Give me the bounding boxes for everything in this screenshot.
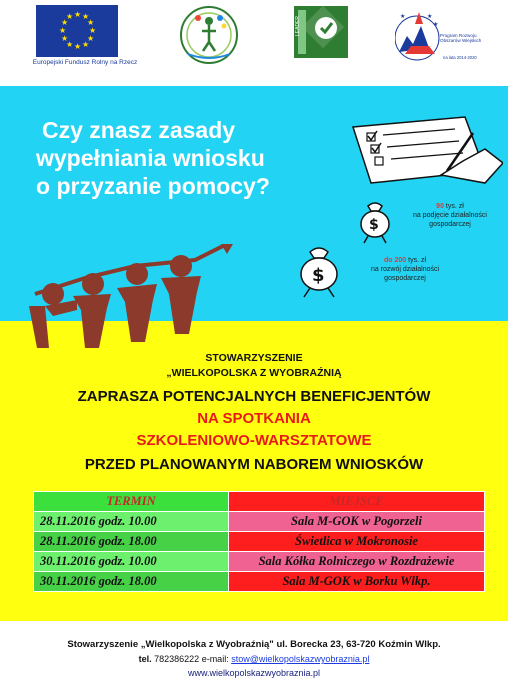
column-header-term: TERMIN	[34, 492, 229, 512]
invitation-line-4: PRZED PLANOWANYM NABOREM WNIOSKÓW	[84, 456, 424, 473]
column-header-place: MIEJSCE	[229, 492, 485, 512]
svg-text:★: ★	[59, 26, 67, 35]
headline-line-2: wypełniania wniosku	[36, 145, 265, 171]
footer-address: Stowarzyszenie „Wielkopolska z Wyobraźnią" ul. Borecka 23, 63-720 Koźmin Wlkp.	[67, 639, 441, 650]
place-cell: Sala M-GOK w Borku Wlkp.	[229, 572, 485, 592]
leader-logo	[294, 6, 348, 58]
table-row	[34, 572, 485, 592]
org-name-line-2: „WIELKOPOLSKA Z WYOBRAŹNIĄ	[166, 367, 342, 379]
money-bag-icon	[292, 240, 346, 303]
term-cell: 28.11.2016 godz. 18.00	[34, 532, 229, 552]
website-link[interactable]: www.wielkopolskazwyobraznia.pl	[187, 668, 321, 678]
table-row	[34, 552, 485, 572]
svg-text:★: ★	[427, 13, 433, 20]
prow-years: na lata 2014-2020	[443, 55, 477, 60]
svg-text:★: ★	[74, 10, 82, 19]
term-cell: 28.11.2016 godz. 10.00	[34, 512, 229, 532]
amount-1-unit: tys. zł	[445, 203, 464, 210]
amount-2-value: do 200	[383, 257, 407, 264]
headline-line-1: Czy znasz zasady	[42, 117, 236, 143]
amount-1-value: 90	[436, 203, 444, 210]
tel-value: 782386222	[154, 654, 200, 664]
amount-1-desc-1: na podjęcie działalności	[413, 212, 487, 219]
association-logo	[178, 4, 240, 66]
form-signing-illustration	[345, 113, 503, 185]
svg-text:★: ★	[66, 12, 74, 21]
amount-2-desc-2: gospodarczej	[384, 275, 426, 282]
amount-1-desc-2: gospodarczej	[429, 221, 471, 228]
table-header-row	[34, 492, 485, 512]
leader-label: LEADER	[295, 15, 301, 36]
table-row	[34, 512, 485, 532]
prow-title: Program Rozwoju Obszarów Wiejskich	[440, 33, 482, 43]
org-name-line-1: STOWARZYSZENIE	[205, 352, 303, 364]
svg-text:★: ★	[400, 13, 406, 20]
svg-text:$: $	[312, 265, 325, 286]
place-cell: Sala M-GOK w Pogorzeli	[229, 512, 485, 532]
svg-text:★: ★	[61, 18, 69, 27]
term-cell: 30.11.2016 godz. 10.00	[34, 552, 229, 572]
svg-text:★: ★	[74, 42, 82, 51]
growth-people-icon	[25, 244, 235, 354]
svg-text:★: ★	[66, 40, 74, 49]
amount-2-unit: tys. zł	[408, 257, 427, 264]
place-cell: Świetlica w Mokronosie	[229, 532, 485, 552]
svg-text:★: ★	[61, 34, 69, 43]
schedule-table	[33, 491, 485, 592]
svg-text:★: ★	[89, 26, 97, 35]
svg-text:★: ★	[82, 12, 90, 21]
svg-text:$: $	[369, 217, 379, 233]
headline-line-3: o przyzanie pomocy?	[36, 173, 270, 199]
place-cell: Sala Kółka Rolniczego w Rozdrażewie	[229, 552, 485, 572]
eu-flag-logo	[36, 5, 118, 57]
svg-text:★: ★	[82, 40, 90, 49]
svg-text:★: ★	[87, 18, 95, 27]
email-label: e-mail:	[201, 654, 229, 664]
svg-text:★: ★	[433, 21, 439, 28]
table-row	[34, 532, 485, 552]
footer-contact	[0, 654, 508, 664]
amount-1	[400, 202, 500, 229]
amount-2-desc-1: na rozwój działalności	[370, 266, 440, 273]
tel-label: tel.	[138, 654, 152, 664]
term-cell: 30.11.2016 godz. 18.00	[34, 572, 229, 592]
email-link[interactable]: stow@wielkopolskazwyobraznia.pl	[231, 654, 370, 664]
money-bag-icon	[354, 196, 396, 249]
hero-headline	[36, 116, 366, 200]
amount-2	[346, 256, 464, 283]
invitation-line-3: SZKOLENIOWO-WARSZTATOWE	[136, 432, 372, 449]
invitation-line-2: NA SPOTKANIA	[197, 410, 311, 427]
invitation-line-1: ZAPRASZA POTENCJALNYCH BENEFICJENTÓW	[77, 388, 431, 405]
svg-text:★: ★	[87, 34, 95, 43]
eu-caption: Europejski Fundusz Rolny na Rzecz	[32, 59, 138, 66]
